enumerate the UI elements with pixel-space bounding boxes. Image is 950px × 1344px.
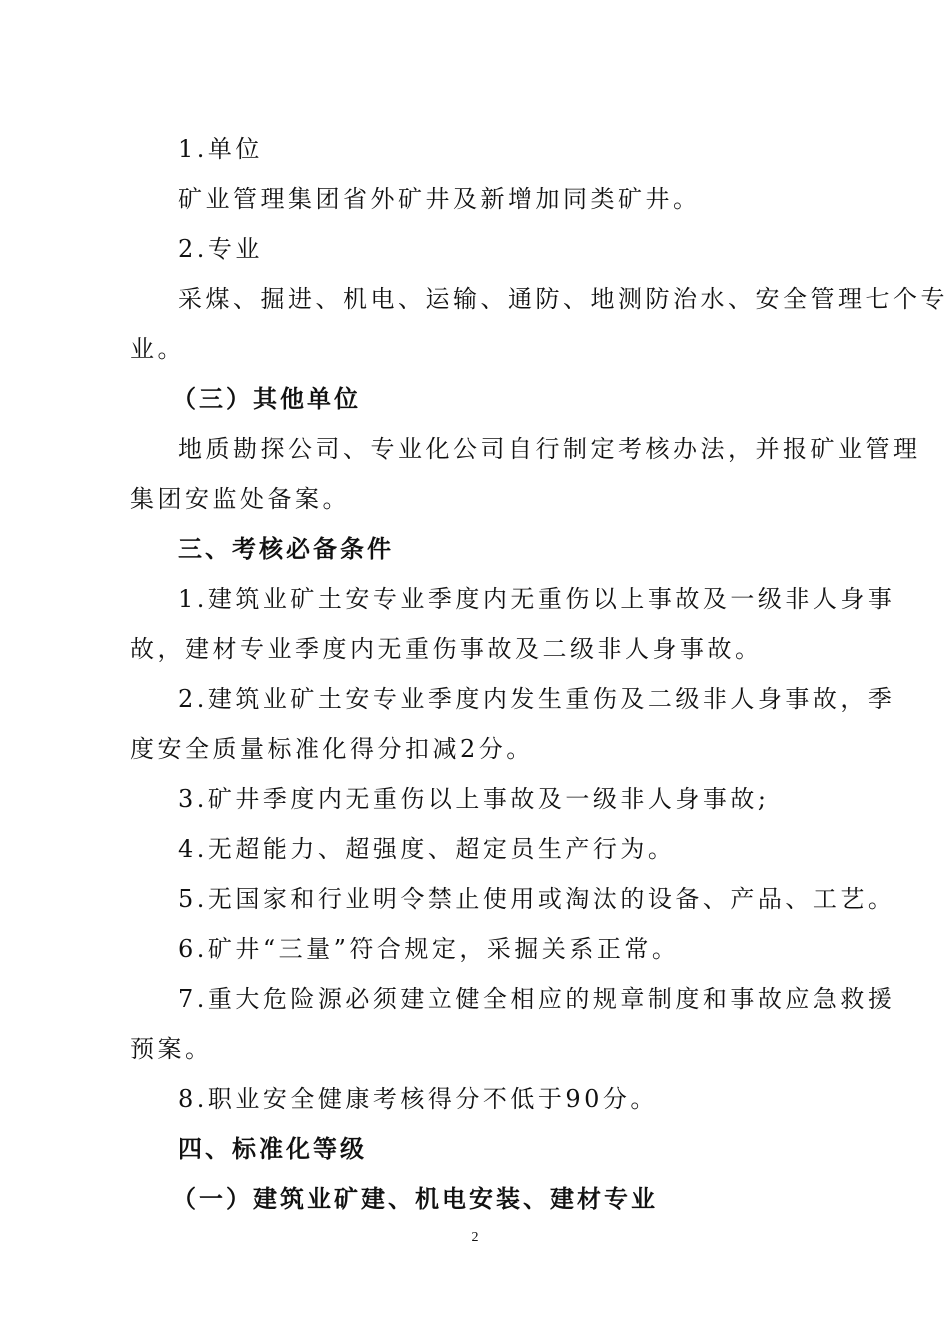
heading-other-units: （三）其他单位	[172, 385, 361, 413]
heading-construction-specialties: （一）建筑业矿建、机电安装、建材专业	[172, 1185, 658, 1213]
requirement-3: 3.矿井季度内无重伤以上事故及一级非人身事故;	[178, 785, 770, 813]
requirement-4: 4.无超能力、超强度、超定员生产行为。	[178, 835, 676, 863]
requirement-8: 8.职业安全健康考核得分不低于90分。	[178, 1085, 658, 1113]
subheading-unit: 1.单位	[178, 135, 263, 163]
paragraph-specialty-line1: 采煤、掘进、机电、运输、通防、地测防治水、安全管理七个专	[178, 285, 948, 313]
requirement-2-line1: 2.建筑业矿土安专业季度内发生重伤及二级非人身事故，季	[178, 685, 896, 713]
paragraph-other-line1: 地质勘探公司、专业化公司自行制定考核办法，并报矿业管理	[178, 435, 921, 463]
requirement-7-line1: 7.重大危险源必须建立健全相应的规章制度和事故应急救援	[178, 985, 896, 1013]
heading-standard-levels: 四、标准化等级	[178, 1135, 367, 1163]
paragraph-specialty-line2: 业。	[130, 335, 185, 363]
heading-requirements: 三、考核必备条件	[178, 535, 394, 563]
requirement-1-line2: 故，建材专业季度内无重伤事故及二级非人身事故。	[130, 635, 763, 663]
requirement-6: 6.矿井“三量”符合规定，采掘关系正常。	[178, 935, 680, 963]
requirement-1-line1: 1.建筑业矿土安专业季度内无重伤以上事故及一级非人身事	[178, 585, 896, 613]
requirement-2-line2: 度安全质量标准化得分扣减2分。	[130, 735, 534, 763]
page-number: 2	[471, 1230, 479, 1245]
requirement-5: 5.无国家和行业明令禁止使用或淘汰的设备、产品、工艺。	[178, 885, 896, 913]
paragraph-other-line2: 集团安监处备案。	[130, 485, 350, 513]
paragraph-unit-scope: 矿业管理集团省外矿井及新增加同类矿井。	[178, 185, 701, 213]
subheading-specialty: 2.专业	[178, 235, 263, 263]
requirement-7-line2: 预案。	[130, 1035, 213, 1063]
